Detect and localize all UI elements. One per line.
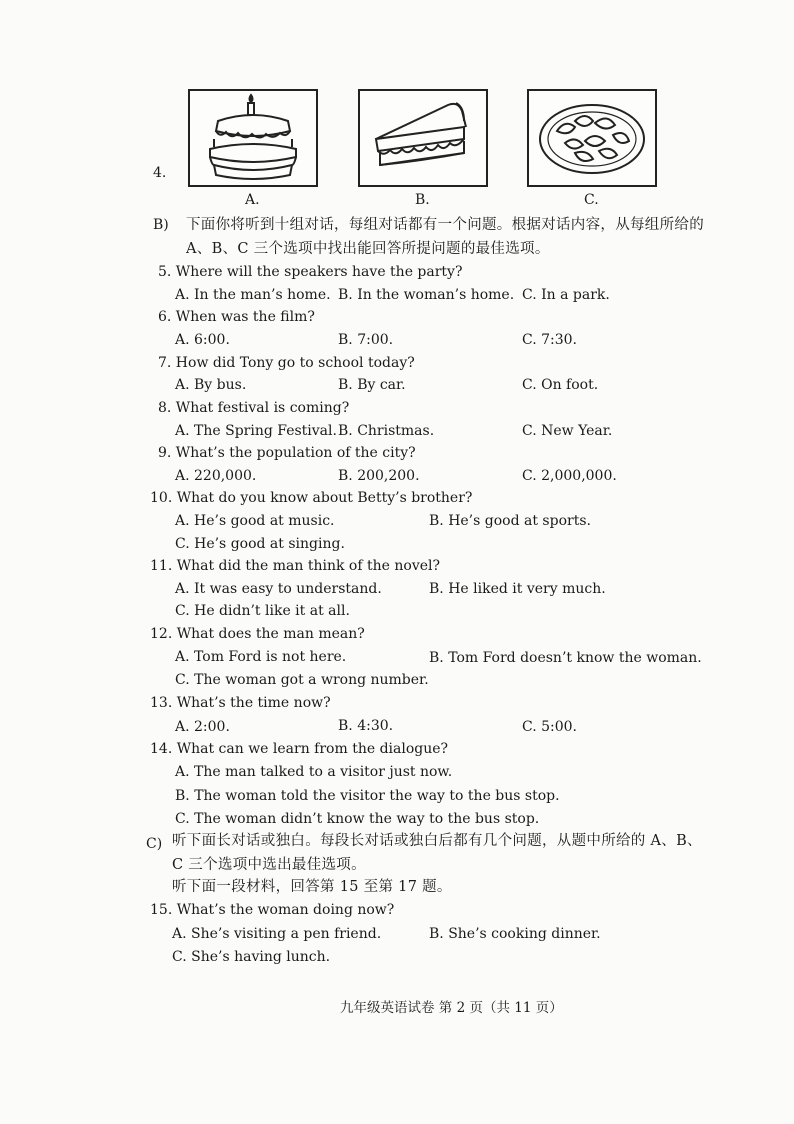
option-a: A. In the man’s home. — [175, 287, 331, 303]
option-b-label: B. — [415, 192, 430, 208]
question-text: 14. What can we learn from the dialogue? — [150, 741, 449, 757]
option-c: C. The woman didn’t know the way to the bus stop. — [175, 811, 540, 827]
option-a: A. Tom Ford is not here. — [175, 649, 347, 665]
question-text: 15. What’s the woman doing now? — [150, 902, 395, 918]
dumplings-plate-icon — [529, 91, 655, 185]
section-c-instruction: 听下面长对话或独白。每段长对话或独白后都有几个问题，从题中所给的 A、B、 — [172, 833, 702, 849]
option-c: C. In a park. — [522, 287, 610, 303]
section-b-marker: B) — [153, 217, 169, 233]
option-a: A. By bus. — [175, 377, 247, 393]
option-c: C. 2,000,000. — [522, 468, 617, 484]
option-c-label: C. — [584, 192, 599, 208]
section-b-instruction: 下面你将听到十组对话，每组对话都有一个问题。根据对话内容，从每组所给的 — [186, 217, 704, 233]
question-text: 12. What does the man mean? — [150, 626, 365, 642]
option-c: C. 5:00. — [522, 719, 578, 735]
question-text: 5. Where will the speakers have the party? — [158, 264, 463, 280]
option-c: C. On foot. — [522, 377, 599, 393]
question-text: 9. What’s the population of the city? — [158, 445, 416, 461]
option-a: A. 6:00. — [175, 332, 230, 348]
section-c-instruction: 听下面一段材料，回答第 15 至第 17 题。 — [172, 879, 452, 895]
option-a: A. 2:00. — [175, 719, 230, 735]
option-a: A. The Spring Festival. — [175, 423, 337, 439]
option-b: B. In the woman’s home. — [338, 287, 515, 303]
option-b-picture — [358, 89, 488, 187]
option-c: C. He didn’t like it at all. — [175, 603, 350, 619]
option-b: B. 7:00. — [338, 332, 394, 348]
section-c-marker: C) — [146, 836, 163, 852]
option-c: C. New Year. — [522, 423, 613, 439]
option-b: B. He liked it very much. — [429, 581, 606, 597]
question-text: 7. How did Tony go to school today? — [158, 355, 415, 371]
option-c: C. The woman got a wrong number. — [175, 672, 429, 688]
option-c-picture — [527, 89, 657, 187]
option-b: B. 200,200. — [338, 468, 420, 484]
page-footer: 九年级英语试卷 第 2 页（共 11 页） — [340, 1000, 563, 1016]
option-a: A. She’s visiting a pen friend. — [172, 926, 382, 942]
option-b: B. He’s good at sports. — [429, 513, 591, 529]
cake-icon — [190, 91, 316, 185]
option-b: B. By car. — [338, 377, 406, 393]
option-c: C. 7:30. — [522, 332, 578, 348]
question-text: 11. What did the man think of the novel? — [150, 558, 440, 574]
question-text: 6. When was the film? — [158, 309, 315, 325]
option-a: A. He’s good at music. — [175, 513, 335, 529]
sandwich-icon — [360, 91, 486, 185]
option-a-picture — [188, 89, 318, 187]
section-b-instruction: A、B、C 三个选项中找出能回答所提问题的最佳选项。 — [186, 241, 550, 257]
option-c: C. She’s having lunch. — [172, 949, 331, 965]
question-text: 10. What do you know about Betty’s brother? — [150, 490, 473, 506]
question-text: 13. What’s the time now? — [150, 695, 331, 711]
option-a-label: A. — [245, 192, 260, 208]
option-b: B. Tom Ford doesn’t know the woman. — [429, 650, 702, 666]
option-b: B. 4:30. — [338, 718, 394, 734]
question-text: 8. What festival is coming? — [158, 400, 350, 416]
option-a: A. 220,000. — [175, 468, 257, 484]
option-a: A. It was easy to understand. — [175, 581, 382, 597]
option-b: B. She’s cooking dinner. — [429, 926, 601, 942]
option-b: B. The woman told the visitor the way to the bus stop. — [175, 788, 560, 804]
option-c: C. He’s good at singing. — [175, 536, 345, 552]
option-a: A. The man talked to a visitor just now. — [175, 764, 453, 780]
option-b: B. Christmas. — [338, 423, 435, 439]
question-number: 4. — [153, 165, 167, 181]
section-c-instruction: C 三个选项中选出最佳选项。 — [172, 857, 366, 873]
